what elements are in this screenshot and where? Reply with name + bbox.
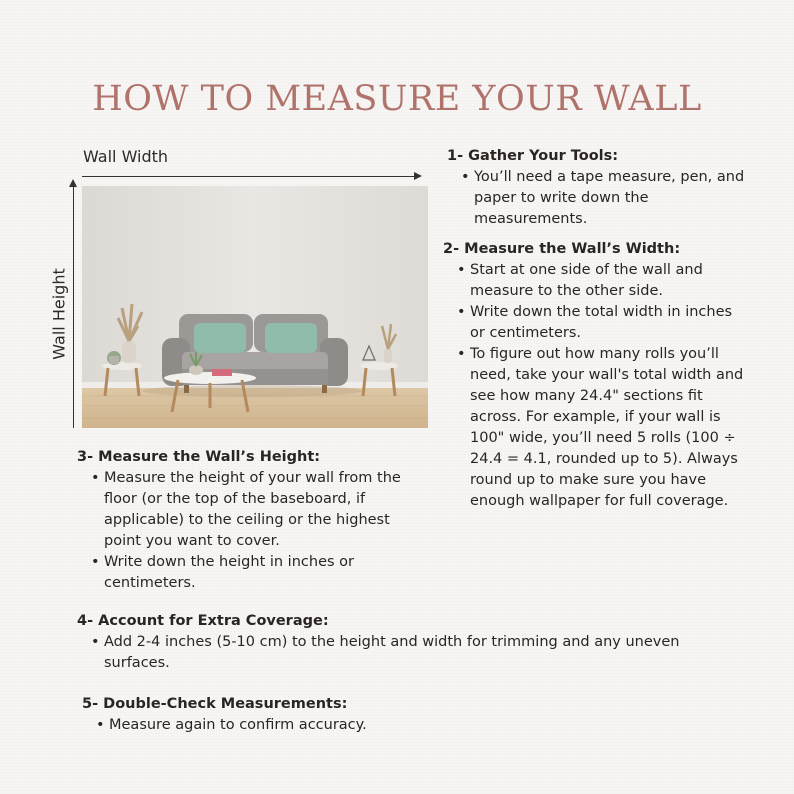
living-room-photo xyxy=(82,186,428,428)
wall-width-label: Wall Width xyxy=(83,147,169,166)
wall-height-label: Wall Height xyxy=(49,268,69,360)
step-measure-height xyxy=(77,447,427,594)
step-measure-width xyxy=(443,239,748,512)
step-heading: 2- Measure the Wall’s Width: xyxy=(443,241,681,257)
step-heading: 4- Account for Extra Coverage: xyxy=(77,613,329,629)
list-item: • Add 2-4 inches (5-10 cm) to the height and width for trimming and any uneven surfaces. xyxy=(91,632,717,674)
list-item: • You’ll need a tape measure, pen, and paper to write down the measurements. xyxy=(461,167,747,230)
step-heading: 3- Measure the Wall’s Height: xyxy=(77,449,321,465)
step-gather-tools xyxy=(447,146,747,230)
height-arrow xyxy=(73,183,74,428)
list-item: • Write down the total width in inches or centimeters. xyxy=(457,302,748,344)
list-item: • To figure out how many rolls you’ll need, take your wall's total width and see how many 24.4" sections fit across. For example, if your wall is 100" wide, you’ll need 5 rolls (100 ÷ 24.4 = 4.1, rounded up to 5). Always round up to make sure you have enough wallpaper for full coverage. xyxy=(457,344,748,512)
step-list xyxy=(77,468,427,594)
step-heading: 1- Gather Your Tools: xyxy=(447,148,619,164)
step-extra-coverage xyxy=(77,611,717,674)
width-arrow xyxy=(82,176,420,177)
step-double-check xyxy=(82,694,482,736)
living-room-illustration xyxy=(82,186,428,428)
list-item: • Start at one side of the wall and measure to the other side. xyxy=(457,260,748,302)
step-list xyxy=(443,260,748,512)
step-heading: 5- Double-Check Measurements: xyxy=(82,696,348,712)
list-item: • Write down the height in inches or centimeters. xyxy=(91,552,427,594)
step-list xyxy=(447,167,747,230)
list-item: • Measure again to confirm accuracy. xyxy=(96,715,482,736)
step-list xyxy=(77,632,717,674)
step-list xyxy=(82,715,482,736)
page-title: HOW TO MEASURE YOUR WALL xyxy=(92,79,702,120)
list-item: • Measure the height of your wall from the floor (or the top of the baseboard, if applicable) to the ceiling or the highest point you want to cover. xyxy=(91,468,427,552)
